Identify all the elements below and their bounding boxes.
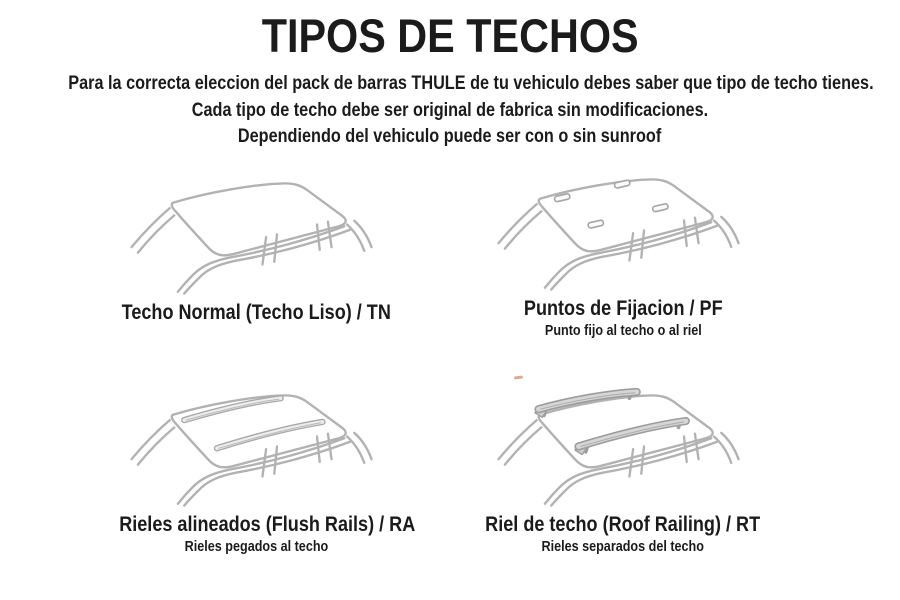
roof-type-title-ra: Rieles alineados (Flush Rails) / RA xyxy=(119,512,416,536)
roof-type-subtitle-rt: Rieles separados del techo xyxy=(541,538,705,555)
page-title: TIPOS DE TECHOS xyxy=(261,9,639,62)
intro-line-1: Para la correcta eleccion del pack de barras THULE de tu vehiculo debes saber que tipo de techo tienes. xyxy=(68,73,874,94)
raised-rails-roof-illustration xyxy=(458,368,788,514)
roof-type-title-rt: Riel de techo (Roof Railing) / RT xyxy=(485,512,761,536)
intro-line-2: Cada tipo de techo debe ser original de fabrica sin modificaciones. xyxy=(191,99,709,121)
roof-type-title-pf: Puntos de Fijacion / PF xyxy=(523,296,723,320)
roof-type-subtitle-ra: Rieles pegados al techo xyxy=(184,538,328,555)
roof-type-card-ra xyxy=(91,368,421,556)
roof-type-subtitle-pf: Punto fijo al techo o al riel xyxy=(544,322,702,339)
intro-text xyxy=(0,71,900,151)
intro-line-3: Dependiendo del vehiculo puede ser con o sin sunroof xyxy=(238,126,662,147)
smooth-roof-illustration xyxy=(91,156,421,302)
flush-rails-roof-illustration xyxy=(91,368,421,514)
roof-type-subtitle-tn xyxy=(91,326,421,344)
roof-type-card-pf xyxy=(458,152,788,340)
roof-type-title-tn: Techo Normal (Techo Liso) / TN xyxy=(121,300,391,324)
raised-rails xyxy=(535,392,686,455)
fixation-points-roof-illustration xyxy=(458,152,788,298)
fixation-pads xyxy=(554,180,668,229)
roof-type-card-tn xyxy=(91,156,421,344)
page-title-row xyxy=(0,10,900,62)
roof-type-card-rt xyxy=(458,368,788,556)
